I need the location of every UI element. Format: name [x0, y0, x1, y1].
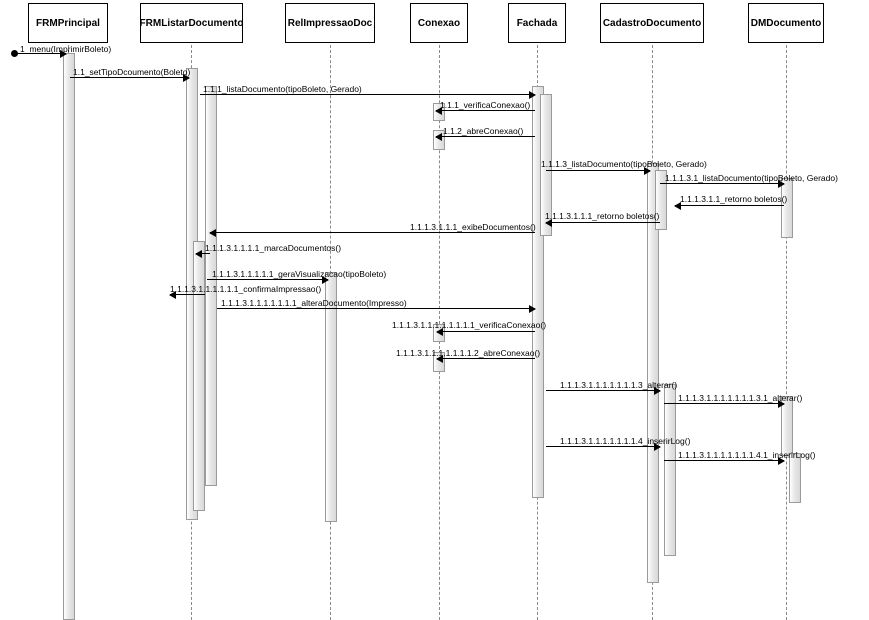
message-arrow [170, 294, 205, 295]
message-label: 1.1.1.3.1_listaDocumento(tipoBoleto, Gerado) [665, 173, 838, 183]
lifeline-header[interactable]: Fachada [508, 3, 566, 43]
message-label: 1.1.1_verificaConexao() [440, 100, 531, 110]
message-arrow [546, 390, 660, 391]
lifeline-header[interactable]: CadastroDocumento [600, 3, 704, 43]
message-arrow [546, 222, 660, 223]
lifeline-header[interactable]: Conexao [410, 3, 468, 43]
message-label: 1.1.1.3.1.1.1_retorno boletos() [545, 211, 660, 221]
activation-bar [193, 241, 205, 511]
message-label: 1.1.1.3.1.1.1.1.1.1_confirmaImpressao() [170, 284, 322, 294]
message-label: 1.1.1.3.1.1.1.1.1.1.1.4_inserirLog() [560, 436, 691, 446]
message-label: 1.1.1.3.1.1.1.1.1.1.1.2_abreConexao() [396, 348, 541, 358]
message-label: 1.1.1.3.1.1.1.1.1.1.1_alteraDocumento(Impresso) [221, 298, 407, 308]
activation-bar [325, 272, 337, 522]
message-label: 1.1.2_abreConexao() [443, 126, 524, 136]
message-arrow [196, 253, 210, 254]
lifeline-header[interactable]: FRMPrincipal [28, 3, 108, 43]
message-label: 1.1.1.3.1.1_retorno boletos() [680, 194, 788, 204]
message-label: 1_menu(ImprimirBoleto) [20, 44, 112, 54]
arrow-head-icon [195, 250, 202, 258]
message-label: 1.1.1_listaDocumento(tipoBoleto, Gerado) [203, 84, 362, 94]
message-arrow [436, 136, 535, 137]
lifeline-header[interactable]: DMDocumento [748, 3, 824, 43]
message-label: 1.1.1.3.1.1.1.1.1.1.1.1_verificaConexao() [392, 320, 547, 330]
message-label: 1.1.1.3_listaDocumento(tipoBoleto, Gerado) [541, 159, 707, 169]
arrow-head-icon [529, 305, 536, 313]
message-arrow [217, 308, 535, 309]
message-arrow [210, 232, 535, 233]
message-arrow [546, 446, 660, 447]
activation-bar [63, 53, 75, 620]
message-arrow [207, 279, 328, 280]
arrow-head-icon [209, 229, 216, 237]
message-label: 1.1.1.3.1.1.1.1.1.1.1.4.1_inserirLog() [678, 450, 816, 460]
message-arrow [437, 358, 535, 359]
message-label: 1.1.1.3.1.1.1.1.1_geraVisualizacao(tipoBoleto) [212, 269, 387, 279]
message-label: 1.1.1.3.1.1.1.1.1.1.1.3.1_alterar() [678, 393, 803, 403]
message-arrow [436, 110, 535, 111]
message-arrow [437, 331, 535, 332]
message-label: 1.1_setTipoDcoumento(Boleto) [73, 67, 191, 77]
activation-bar [789, 453, 801, 503]
lifeline-header[interactable]: FRMListarDocumento [140, 3, 243, 43]
message-label: 1.1.1.3.1.1.1_exibeDocumentos() [410, 222, 536, 232]
message-arrow [70, 77, 189, 78]
lifeline-header[interactable]: RelImpressaoDoc [285, 3, 375, 43]
message-arrow [664, 403, 784, 404]
message-label: 1.1.1.3.1.1.1.1.1.1.1.3_alterar() [560, 380, 678, 390]
message-arrow [664, 460, 784, 461]
activation-bar [664, 384, 676, 556]
message-arrow [200, 94, 535, 95]
message-arrow [675, 205, 784, 206]
message-arrow [546, 170, 650, 171]
lifeline-line [786, 40, 787, 620]
arrow-head-icon [529, 91, 536, 99]
message-arrow [660, 183, 784, 184]
message-label: 1.1.1.3.1.1.1.1_marcaDocumentos() [205, 243, 342, 253]
arrow-head-icon [435, 133, 442, 141]
